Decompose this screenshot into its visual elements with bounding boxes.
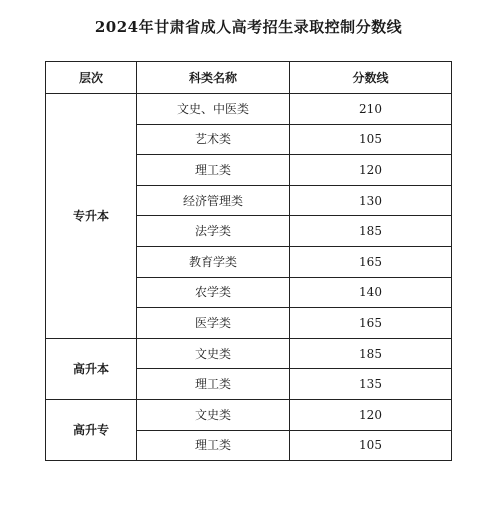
subject-cell: 艺术类 (137, 124, 290, 155)
subject-cell: 法学类 (137, 216, 290, 247)
score-cell: 165 (290, 246, 452, 277)
subject-cell: 医学类 (137, 308, 290, 339)
subject-cell: 理工类 (137, 369, 290, 400)
level-cell: 高升专 (46, 399, 137, 460)
score-cell: 210 (290, 94, 452, 125)
table-header-row (46, 62, 452, 94)
table-row (46, 338, 452, 369)
score-cell: 120 (290, 155, 452, 186)
subject-cell: 文史类 (137, 338, 290, 369)
subject-cell: 文史、中医类 (137, 94, 290, 125)
column-header-subject: 科类名称 (137, 62, 290, 94)
subject-cell: 经济管理类 (137, 185, 290, 216)
subject-cell: 理工类 (137, 155, 290, 186)
level-cell: 专升本 (46, 94, 137, 339)
score-cell: 135 (290, 369, 452, 400)
subject-cell: 文史类 (137, 399, 290, 430)
table-row (46, 94, 452, 125)
page-title: 2024年甘肃省成人高考招生录取控制分数线 (94, 18, 403, 36)
score-cell: 185 (290, 216, 452, 247)
subject-cell: 农学类 (137, 277, 290, 308)
table-row (46, 399, 452, 430)
score-cell: 105 (290, 430, 452, 461)
subject-cell: 理工类 (137, 430, 290, 461)
level-cell: 高升本 (46, 338, 137, 399)
score-cell: 105 (290, 124, 452, 155)
score-cell: 185 (290, 338, 452, 369)
score-cell: 130 (290, 185, 452, 216)
subject-cell: 教育学类 (137, 246, 290, 277)
score-cell: 140 (290, 277, 452, 308)
score-cell: 165 (290, 308, 452, 339)
column-header-score: 分数线 (290, 62, 452, 94)
column-header-level: 层次 (46, 62, 137, 94)
score-cell: 120 (290, 399, 452, 430)
score-table (45, 61, 452, 461)
